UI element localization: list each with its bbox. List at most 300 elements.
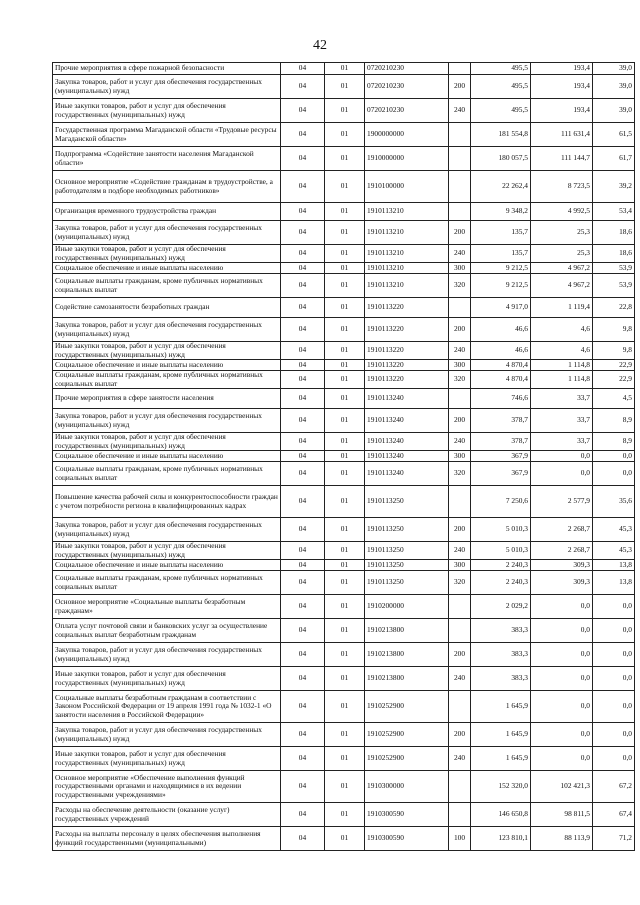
table-row	[53, 263, 635, 274]
executed-amount: 0,0	[531, 691, 593, 723]
target-article-code: 1910300590	[365, 803, 449, 827]
execution-percent: 71,2	[593, 827, 635, 851]
section-code: 04	[281, 803, 325, 827]
execution-percent: 18,6	[593, 221, 635, 245]
table-row	[53, 433, 635, 451]
planned-amount: 367,9	[471, 451, 531, 462]
section-code: 04	[281, 318, 325, 342]
subsection-code: 01	[325, 274, 365, 298]
planned-amount: 4 870,4	[471, 371, 531, 389]
planned-amount: 1 645,9	[471, 747, 531, 771]
item-name: Закупка товаров, работ и услуг для обеспечения государственных (муниципальных) нужд	[53, 518, 281, 542]
planned-amount: 5 010,3	[471, 518, 531, 542]
item-name: Организация временного трудоустройства граждан	[53, 203, 281, 221]
item-name: Прочие мероприятия в сфере занятости населения	[53, 389, 281, 409]
section-code: 04	[281, 203, 325, 221]
table-row	[53, 803, 635, 827]
target-article-code: 1910113250	[365, 560, 449, 571]
planned-amount: 135,7	[471, 221, 531, 245]
execution-percent: 9,8	[593, 318, 635, 342]
section-code: 04	[281, 99, 325, 123]
expense-type-code: 200	[449, 221, 471, 245]
expense-type-code: 200	[449, 409, 471, 433]
executed-amount: 111 144,7	[531, 147, 593, 171]
target-article-code: 1910113240	[365, 433, 449, 451]
expense-type-code: 200	[449, 723, 471, 747]
table-row	[53, 203, 635, 221]
expense-type-code	[449, 486, 471, 518]
executed-amount: 1 114,8	[531, 371, 593, 389]
executed-amount: 33,7	[531, 389, 593, 409]
target-article-code: 1910213800	[365, 667, 449, 691]
expense-type-code: 200	[449, 643, 471, 667]
expense-type-code: 320	[449, 462, 471, 486]
subsection-code: 01	[325, 123, 365, 147]
expense-type-code	[449, 203, 471, 221]
executed-amount: 0,0	[531, 643, 593, 667]
expense-type-code: 240	[449, 542, 471, 560]
subsection-code: 01	[325, 433, 365, 451]
section-code: 04	[281, 462, 325, 486]
execution-percent: 53,9	[593, 274, 635, 298]
executed-amount: 1 119,4	[531, 298, 593, 318]
table-row	[53, 486, 635, 518]
planned-amount: 367,9	[471, 462, 531, 486]
subsection-code: 01	[325, 747, 365, 771]
subsection-code: 01	[325, 318, 365, 342]
subsection-code: 01	[325, 571, 365, 595]
target-article-code: 1910113210	[365, 221, 449, 245]
table-row	[53, 147, 635, 171]
executed-amount: 309,3	[531, 571, 593, 595]
executed-amount: 309,3	[531, 560, 593, 571]
subsection-code: 01	[325, 75, 365, 99]
section-code: 04	[281, 691, 325, 723]
table-row	[53, 451, 635, 462]
execution-percent: 4,5	[593, 389, 635, 409]
execution-percent: 53,9	[593, 263, 635, 274]
planned-amount: 495,5	[471, 99, 531, 123]
expense-type-code	[449, 691, 471, 723]
execution-percent: 8,9	[593, 433, 635, 451]
executed-amount: 4,6	[531, 318, 593, 342]
item-name: Закупка товаров, работ и услуг для обеспечения государственных (муниципальных) нужд	[53, 409, 281, 433]
expense-type-code	[449, 803, 471, 827]
executed-amount: 193,4	[531, 63, 593, 75]
planned-amount: 7 250,6	[471, 486, 531, 518]
planned-amount: 2 240,3	[471, 571, 531, 595]
execution-percent: 39,0	[593, 99, 635, 123]
item-name: Социальные выплаты гражданам, кроме публичных нормативных социальных выплат	[53, 371, 281, 389]
item-name: Расходы на выплаты персоналу в целях обеспечения выполнения функций государственными (муниципальными)	[53, 827, 281, 851]
section-code: 04	[281, 75, 325, 99]
item-name: Социальные выплаты гражданам, кроме публичных нормативных социальных выплат	[53, 274, 281, 298]
execution-percent: 61,7	[593, 147, 635, 171]
expense-type-code	[449, 171, 471, 203]
section-code: 04	[281, 747, 325, 771]
planned-amount: 4 917,0	[471, 298, 531, 318]
executed-amount: 0,0	[531, 595, 593, 619]
table-row	[53, 75, 635, 99]
item-name: Повышение качества рабочей силы и конкурентоспособности граждан с учетом потребности региона в квалифицированных кадрах	[53, 486, 281, 518]
expense-type-code: 240	[449, 433, 471, 451]
planned-amount: 22 262,4	[471, 171, 531, 203]
execution-percent: 67,4	[593, 803, 635, 827]
subsection-code: 01	[325, 486, 365, 518]
planned-amount: 2 240,3	[471, 560, 531, 571]
table-row	[53, 360, 635, 371]
section-code: 04	[281, 63, 325, 75]
target-article-code: 1910113250	[365, 542, 449, 560]
expense-type-code: 300	[449, 451, 471, 462]
planned-amount: 383,3	[471, 643, 531, 667]
item-name: Социальное обеспечение и иные выплаты населению	[53, 560, 281, 571]
section-code: 04	[281, 263, 325, 274]
target-article-code: 1910113240	[365, 389, 449, 409]
table-row	[53, 371, 635, 389]
expense-type-code: 300	[449, 560, 471, 571]
section-code: 04	[281, 619, 325, 643]
subsection-code: 01	[325, 342, 365, 360]
table-row	[53, 691, 635, 723]
subsection-code: 01	[325, 827, 365, 851]
executed-amount: 8 723,5	[531, 171, 593, 203]
table-row	[53, 389, 635, 409]
target-article-code: 1910113220	[365, 318, 449, 342]
expense-type-code	[449, 595, 471, 619]
planned-amount: 46,6	[471, 342, 531, 360]
executed-amount: 0,0	[531, 619, 593, 643]
executed-amount: 0,0	[531, 451, 593, 462]
execution-percent: 45,3	[593, 542, 635, 560]
item-name: Расходы на обеспечение деятельности (оказание услуг) государственных учреждений	[53, 803, 281, 827]
target-article-code: 1910113220	[365, 360, 449, 371]
item-name: Социальные выплаты безработным гражданам в соответствии с Законом Российской Федерации от 19 апреля 1991 года № 1032-1 «О занятости населения в Российской Федерации»	[53, 691, 281, 723]
planned-amount: 1 645,9	[471, 723, 531, 747]
execution-percent: 39,0	[593, 63, 635, 75]
item-name: Прочие мероприятия в сфере пожарной безопасности	[53, 63, 281, 75]
table-row	[53, 462, 635, 486]
table-row	[53, 298, 635, 318]
target-article-code: 1910252900	[365, 723, 449, 747]
item-name: Закупка товаров, работ и услуг для обеспечения государственных (муниципальных) нужд	[53, 221, 281, 245]
section-code: 04	[281, 595, 325, 619]
planned-amount: 135,7	[471, 245, 531, 263]
table-row	[53, 221, 635, 245]
table-row	[53, 667, 635, 691]
subsection-code: 01	[325, 667, 365, 691]
executed-amount: 0,0	[531, 462, 593, 486]
planned-amount: 1 645,9	[471, 691, 531, 723]
executed-amount: 2 268,7	[531, 518, 593, 542]
executed-amount: 0,0	[531, 723, 593, 747]
table-row	[53, 747, 635, 771]
executed-amount: 33,7	[531, 433, 593, 451]
planned-amount: 180 057,5	[471, 147, 531, 171]
execution-percent: 0,0	[593, 723, 635, 747]
subsection-code: 01	[325, 542, 365, 560]
subsection-code: 01	[325, 371, 365, 389]
section-code: 04	[281, 274, 325, 298]
section-code: 04	[281, 643, 325, 667]
planned-amount: 383,3	[471, 667, 531, 691]
section-code: 04	[281, 451, 325, 462]
subsection-code: 01	[325, 691, 365, 723]
target-article-code: 1910113240	[365, 451, 449, 462]
table-row	[53, 342, 635, 360]
planned-amount: 46,6	[471, 318, 531, 342]
item-name: Социальные выплаты гражданам, кроме публичных нормативных социальных выплат	[53, 462, 281, 486]
subsection-code: 01	[325, 518, 365, 542]
table-row	[53, 245, 635, 263]
executed-amount: 0,0	[531, 747, 593, 771]
section-code: 04	[281, 486, 325, 518]
expense-type-code: 200	[449, 518, 471, 542]
planned-amount: 378,7	[471, 433, 531, 451]
execution-percent: 45,3	[593, 518, 635, 542]
item-name: Содействие самозанятости безработных граждан	[53, 298, 281, 318]
expense-type-code: 240	[449, 667, 471, 691]
execution-percent: 0,0	[593, 667, 635, 691]
executed-amount: 25,3	[531, 221, 593, 245]
subsection-code: 01	[325, 203, 365, 221]
item-name: Иные закупки товаров, работ и услуг для обеспечения государственных (муниципальных) нужд	[53, 99, 281, 123]
target-article-code: 0720210230	[365, 75, 449, 99]
subsection-code: 01	[325, 63, 365, 75]
expense-type-code: 240	[449, 747, 471, 771]
table-row	[53, 827, 635, 851]
budget-execution-table	[52, 62, 635, 851]
table-row	[53, 542, 635, 560]
expense-type-code	[449, 389, 471, 409]
table-row	[53, 318, 635, 342]
target-article-code: 1910113210	[365, 263, 449, 274]
execution-percent: 0,0	[593, 691, 635, 723]
expense-type-code: 100	[449, 827, 471, 851]
item-name: Иные закупки товаров, работ и услуг для обеспечения государственных (муниципальных) нужд	[53, 433, 281, 451]
table-row	[53, 571, 635, 595]
execution-percent: 67,2	[593, 771, 635, 803]
section-code: 04	[281, 409, 325, 433]
executed-amount: 2 268,7	[531, 542, 593, 560]
table-row	[53, 99, 635, 123]
item-name: Социальное обеспечение и иные выплаты населению	[53, 263, 281, 274]
section-code: 04	[281, 518, 325, 542]
table-row	[53, 63, 635, 75]
execution-percent: 22,9	[593, 371, 635, 389]
section-code: 04	[281, 171, 325, 203]
executed-amount: 4 967,2	[531, 263, 593, 274]
item-name: Иные закупки товаров, работ и услуг для обеспечения государственных (муниципальных) нужд	[53, 747, 281, 771]
section-code: 04	[281, 542, 325, 560]
target-article-code: 1910300590	[365, 827, 449, 851]
subsection-code: 01	[325, 389, 365, 409]
planned-amount: 378,7	[471, 409, 531, 433]
expense-type-code: 200	[449, 318, 471, 342]
target-article-code: 1910113220	[365, 298, 449, 318]
item-name: Социальное обеспечение и иные выплаты населению	[53, 451, 281, 462]
expense-type-code: 320	[449, 371, 471, 389]
execution-percent: 0,0	[593, 747, 635, 771]
subsection-code: 01	[325, 409, 365, 433]
section-code: 04	[281, 147, 325, 171]
section-code: 04	[281, 667, 325, 691]
execution-percent: 0,0	[593, 451, 635, 462]
execution-percent: 22,9	[593, 360, 635, 371]
table-row	[53, 560, 635, 571]
table-row	[53, 409, 635, 433]
subsection-code: 01	[325, 803, 365, 827]
table-row	[53, 723, 635, 747]
expense-type-code: 240	[449, 342, 471, 360]
expense-type-code	[449, 619, 471, 643]
target-article-code: 1910213800	[365, 619, 449, 643]
execution-percent: 35,6	[593, 486, 635, 518]
execution-percent: 0,0	[593, 595, 635, 619]
expense-type-code	[449, 298, 471, 318]
table-row	[53, 771, 635, 803]
execution-percent: 13,8	[593, 560, 635, 571]
item-name: Закупка товаров, работ и услуг для обеспечения государственных (муниципальных) нужд	[53, 318, 281, 342]
subsection-code: 01	[325, 263, 365, 274]
planned-amount: 9 212,5	[471, 263, 531, 274]
planned-amount: 495,5	[471, 63, 531, 75]
target-article-code: 1910113210	[365, 203, 449, 221]
executed-amount: 88 113,9	[531, 827, 593, 851]
expense-type-code	[449, 147, 471, 171]
target-article-code: 1910113210	[365, 245, 449, 263]
item-name: Закупка товаров, работ и услуг для обеспечения государственных (муниципальных) нужд	[53, 75, 281, 99]
target-article-code: 1910213800	[365, 643, 449, 667]
expense-type-code: 240	[449, 245, 471, 263]
target-article-code: 1910113250	[365, 486, 449, 518]
table-row	[53, 595, 635, 619]
section-code: 04	[281, 389, 325, 409]
expense-type-code: 320	[449, 274, 471, 298]
planned-amount: 495,5	[471, 75, 531, 99]
target-article-code: 1910300000	[365, 771, 449, 803]
item-name: Социальное обеспечение и иные выплаты населению	[53, 360, 281, 371]
target-article-code: 1910113250	[365, 571, 449, 595]
executed-amount: 2 577,9	[531, 486, 593, 518]
item-name: Основное мероприятие «Обеспечение выполнения функций государственными органами и находящимися в их ведении государственными учреждениями»	[53, 771, 281, 803]
target-article-code: 1910113240	[365, 409, 449, 433]
target-article-code: 0720210230	[365, 99, 449, 123]
section-code: 04	[281, 371, 325, 389]
table-row	[53, 274, 635, 298]
planned-amount: 146 650,8	[471, 803, 531, 827]
execution-percent: 0,0	[593, 643, 635, 667]
subsection-code: 01	[325, 221, 365, 245]
executed-amount: 4 992,5	[531, 203, 593, 221]
planned-amount: 9 212,5	[471, 274, 531, 298]
table-row	[53, 123, 635, 147]
executed-amount: 102 421,3	[531, 771, 593, 803]
executed-amount: 4 967,2	[531, 274, 593, 298]
expense-type-code	[449, 123, 471, 147]
executed-amount: 193,4	[531, 75, 593, 99]
target-article-code: 1900000000	[365, 123, 449, 147]
executed-amount: 0,0	[531, 667, 593, 691]
target-article-code: 1910113220	[365, 342, 449, 360]
expense-type-code: 320	[449, 571, 471, 595]
subsection-code: 01	[325, 147, 365, 171]
execution-percent: 9,8	[593, 342, 635, 360]
subsection-code: 01	[325, 771, 365, 803]
planned-amount: 181 554,8	[471, 123, 531, 147]
executed-amount: 193,4	[531, 99, 593, 123]
section-code: 04	[281, 342, 325, 360]
subsection-code: 01	[325, 171, 365, 203]
executed-amount: 4,6	[531, 342, 593, 360]
subsection-code: 01	[325, 595, 365, 619]
section-code: 04	[281, 571, 325, 595]
item-name: Государственная программа Магаданской области «Трудовые ресурсы Магаданской области»	[53, 123, 281, 147]
execution-percent: 61,5	[593, 123, 635, 147]
target-article-code: 1910113210	[365, 274, 449, 298]
execution-percent: 0,0	[593, 619, 635, 643]
subsection-code: 01	[325, 619, 365, 643]
planned-amount: 2 029,2	[471, 595, 531, 619]
item-name: Оплата услуг почтовой связи и банковских услуг за осуществление социальных выплат безработным гражданам	[53, 619, 281, 643]
item-name: Иные закупки товаров, работ и услуг для обеспечения государственных (муниципальных) нужд	[53, 542, 281, 560]
section-code: 04	[281, 827, 325, 851]
subsection-code: 01	[325, 298, 365, 318]
execution-percent: 53,4	[593, 203, 635, 221]
executed-amount: 98 811,5	[531, 803, 593, 827]
section-code: 04	[281, 245, 325, 263]
item-name: Подпрограмма «Содействие занятости населения Магаданской области»	[53, 147, 281, 171]
section-code: 04	[281, 723, 325, 747]
table-row	[53, 518, 635, 542]
execution-percent: 18,6	[593, 245, 635, 263]
target-article-code: 0720210230	[365, 63, 449, 75]
planned-amount: 123 810,1	[471, 827, 531, 851]
target-article-code: 1910252900	[365, 747, 449, 771]
target-article-code: 1910000000	[365, 147, 449, 171]
page-number: 42	[313, 38, 327, 53]
item-name: Социальные выплаты гражданам, кроме публичных нормативных социальных выплат	[53, 571, 281, 595]
table-row	[53, 171, 635, 203]
target-article-code: 1910252900	[365, 691, 449, 723]
executed-amount: 1 114,8	[531, 360, 593, 371]
expense-type-code	[449, 771, 471, 803]
item-name: Основное мероприятие «Социальные выплаты безработным гражданам»	[53, 595, 281, 619]
planned-amount: 5 010,3	[471, 542, 531, 560]
executed-amount: 111 631,4	[531, 123, 593, 147]
expense-type-code: 240	[449, 99, 471, 123]
table-row	[53, 643, 635, 667]
item-name: Закупка товаров, работ и услуг для обеспечения государственных (муниципальных) нужд	[53, 643, 281, 667]
section-code: 04	[281, 298, 325, 318]
section-code: 04	[281, 360, 325, 371]
subsection-code: 01	[325, 451, 365, 462]
subsection-code: 01	[325, 360, 365, 371]
subsection-code: 01	[325, 643, 365, 667]
target-article-code: 1910100000	[365, 171, 449, 203]
target-article-code: 1910200000	[365, 595, 449, 619]
section-code: 04	[281, 221, 325, 245]
section-code: 04	[281, 433, 325, 451]
planned-amount: 152 320,0	[471, 771, 531, 803]
execution-percent: 13,8	[593, 571, 635, 595]
planned-amount: 746,6	[471, 389, 531, 409]
item-name: Основное мероприятие «Содействие гражданам в трудоустройстве, а работодателям в подборе необходимых работников»	[53, 171, 281, 203]
expense-type-code: 300	[449, 360, 471, 371]
planned-amount: 4 870,4	[471, 360, 531, 371]
target-article-code: 1910113250	[365, 518, 449, 542]
subsection-code: 01	[325, 560, 365, 571]
